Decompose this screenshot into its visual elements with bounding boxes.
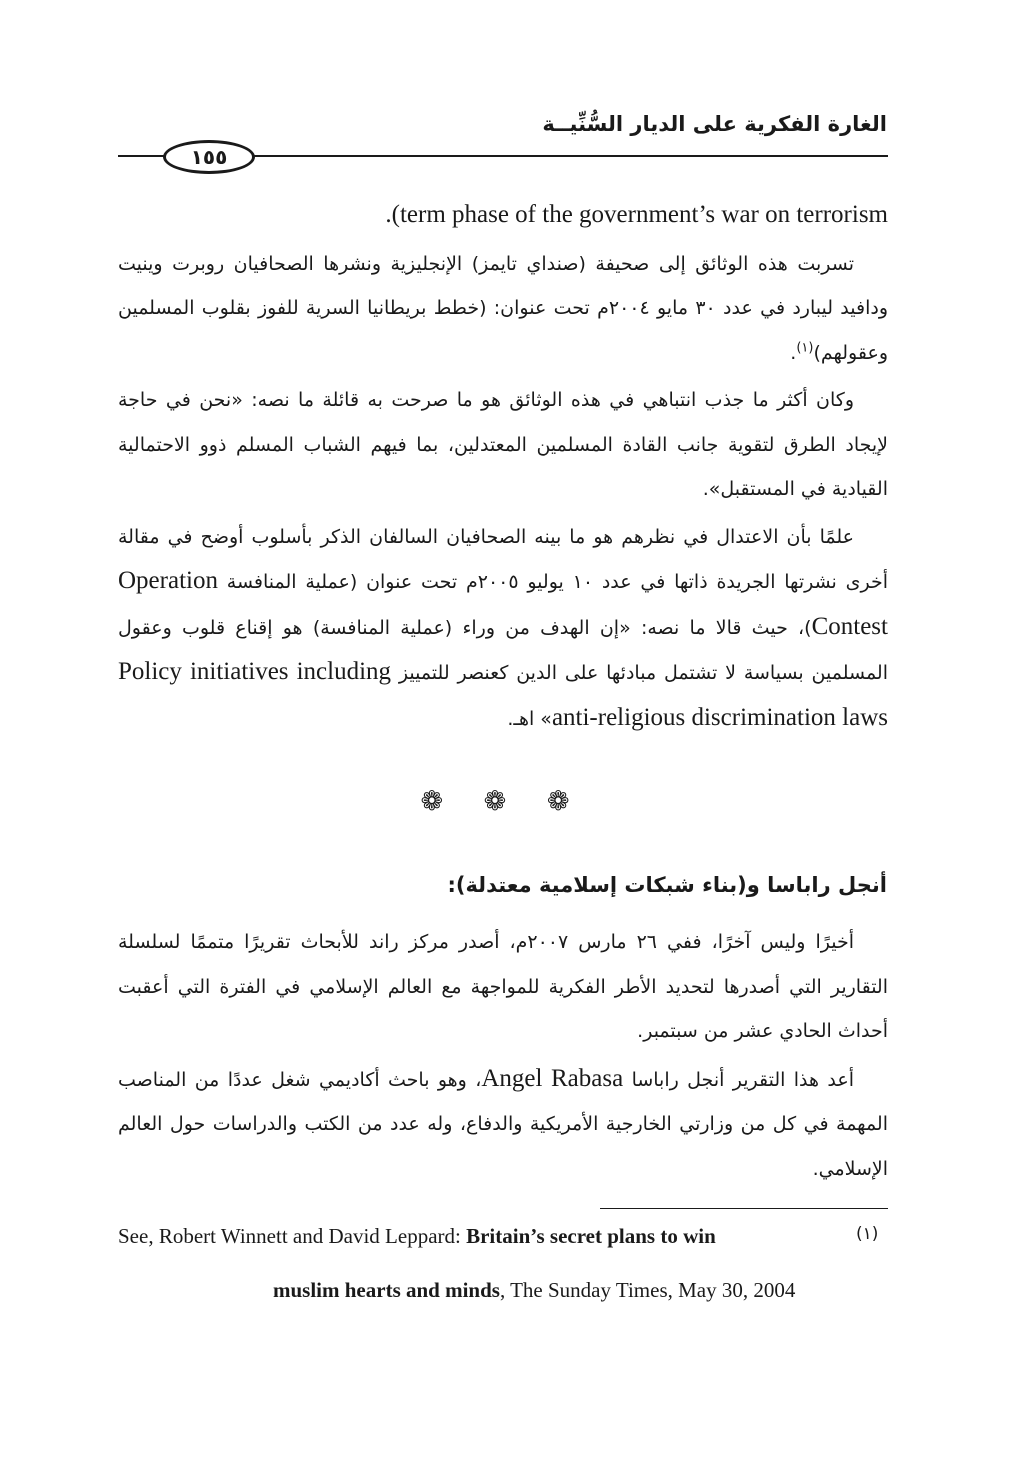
page-number: ١٥٥ xyxy=(163,140,255,174)
paragraph: أعد هذا التقرير أنجل راباسا Angel Rabasa، وهو باحث أكاديمي شغل عددًا من المناصب المهمة في كل من وزارتي الخارجية الأمريكية والدفاع، وله عدد من الكتب والدراسات حول العالم الإسلامي. xyxy=(118,1064,888,1180)
paragraph-continuation xyxy=(118,193,888,239)
running-title: الغارة الفكرية على الديار السُّنِّيــة xyxy=(542,112,887,136)
footnote-line-2: muslim hearts and minds, The Sunday Times, May 30, 2004 xyxy=(273,1278,796,1302)
paragraph: تسربت هذه الوثائق إلى صحيفة (صنداي تايمز) الإنجليزية ونشرها الصحافيان روبرت وينيت ودافيد ليبارد في عدد ٣٠ مايو ٢٠٠٤م تحت عنوان: (خطط بريطانيا السرية للفوز بقلوب المسلمين وعقولهم)$^{(١)}$. xyxy=(118,252,888,364)
footnote-line-1: See, Robert Winnett and David Leppard: Britain’s secret plans to win xyxy=(118,1224,716,1248)
section-ornaments: ❁ ❁ ❁ xyxy=(420,786,586,817)
footnote-reference: (١) xyxy=(796,340,814,356)
footnote-rule xyxy=(600,1208,888,1209)
paragraph: علمًا بأن الاعتدال في نظرهم هو ما بينه الصحافيان السالفان الذكر بأسلوب أوضح في مقالة أخرى نشرتها الجريدة ذاتها في عدد ١٠ يوليو ٢٠٠٥م تحت عنوان (عملية المنافسة Operation Contest)، حيث قالا ما نصه: «إن الهدف من وراء (عملية المنافسة) هو إقناع قلوب وعقول المسلمين بسياسة لا تشتمل مبادئها على الدين كعنصر للتمييز Policy initiatives including anti-religious discrimination laws» اهـ. xyxy=(118,525,889,731)
paragraph: أخيرًا وليس آخرًا، ففي ٢٦ مارس ٢٠٠٧م، أصدر مركز راند للأبحاث تقريرًا متممًا لسلسلة التقارير التي أصدرها لتحديد الأطر الفكرية للمواجهة مع العالم الإسلامي في الفترة التي أعقبت أحداث الحادي عشر من سبتمبر. xyxy=(118,931,888,1042)
english-quote: Policy initiatives including anti-religious discrimination laws xyxy=(118,658,888,731)
paragraph: وكان أكثر ما جذب انتباهي في هذه الوثائق هو ما صرحت به قائلة ما نصه: «نحن في حاجة لإيجاد الطرق لتقوية جانب القادة المسلمين المعتدلين، بما فيهم الشباب المسلم ذوو الاحتمالية القيادية في المستقبل». xyxy=(118,389,888,500)
english-fragment: .(term phase of the government’s war on terrorism xyxy=(385,201,888,228)
footnote-number: (١) xyxy=(856,1224,879,1244)
section-body xyxy=(118,920,888,1191)
english-term: Operation Contest xyxy=(118,567,888,640)
body-text xyxy=(118,193,888,741)
english-name: Angel Rabasa xyxy=(481,1064,624,1092)
section-heading: أنجل راباسا و(بناء شبكات إسلامية معتدلة): xyxy=(447,873,887,897)
